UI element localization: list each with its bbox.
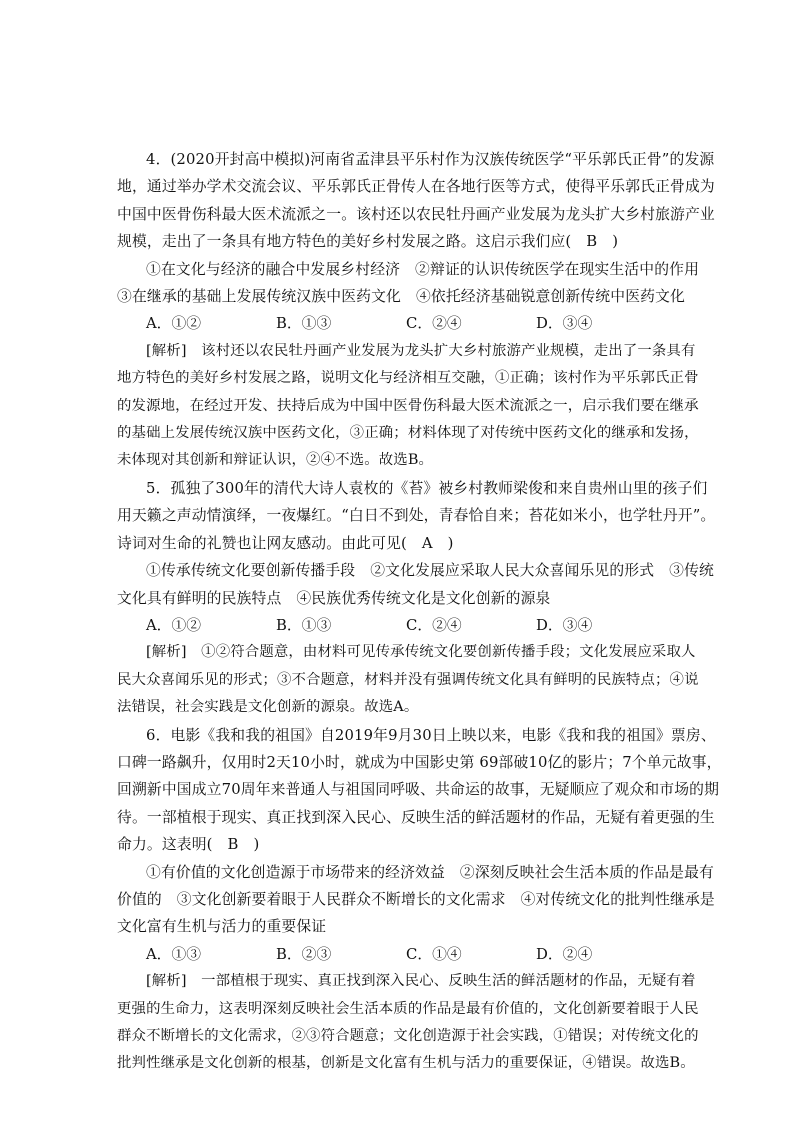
analysis-line: 未体现对其创新和辩证认识，②④不选。故选B。 — [117, 452, 434, 469]
stem-line: 诗词对生命的礼赞也让网友感动。由此可见( A ) — [117, 534, 454, 552]
analysis-line: 民大众喜闻乐见的形式；③不合题意，材料并没有强调传统文化具有鲜明的民族特点；④说 — [117, 671, 699, 688]
analysis — [117, 338, 699, 475]
option-d: D．③④ — [536, 315, 593, 333]
statement-line: ③在继承的基础上发展传统汉族中医药文化 ④依托经济基础锐意创新传统中医药文化 — [117, 288, 685, 306]
statement-line: 文化具有鲜明的民族特点 ④民族优秀传统文化是文化创新的源泉 — [117, 589, 551, 607]
statement-line: ①有价值的文化创造源于市场带来的经济效益 ②深刻反映社会生活本质的作品是最有 — [146, 863, 714, 881]
statement-line: ①在文化与经济的融合中发展乡村经济 ②辩证的认识传统医学在现实生活中的作用 — [146, 260, 700, 278]
option-b: B．①③ — [276, 616, 332, 634]
analysis-line: 的发源地，在经过开发、扶持后成为中国中医骨伤科最大医术流派之一，启示我们要在继承 — [117, 397, 699, 414]
analysis-line: 的基础上发展传统汉族中医药文化，③正确；材料体现了对传统中医药文化的继承和发扬， — [117, 425, 699, 442]
stem-line: 6．电影《我和我的祖国》自2019年9月30日上映以来，电影《我和我的祖国》票房、 — [146, 726, 716, 744]
analysis-line: 批判性继承是文化创新的根基，创新是文化富有生机与活力的重要保证，④错误。故选B。 — [117, 1055, 695, 1072]
option-a: A．①③ — [146, 945, 202, 963]
statement-line: 价值的 ③文化创新要着眼于人民群众不断增长的文化需求 ④对传统文化的批判性继承是 — [117, 890, 715, 908]
analysis-line: 群众不断增长的文化需求，②③符合题意；文化创造源于社会实践，①错误；对传统文化的 — [117, 1028, 699, 1044]
stem-line: 地，通过举办学术交流会议、平乐郭氏正骨传人在各地行医等方式，使得平乐郭氏正骨成为 — [117, 178, 715, 196]
statement-line: ①传承传统文化要创新传播手段 ②文化发展应采取人民大众喜闻乐见的形式 ③传统 — [146, 562, 714, 580]
analysis-line: 法错误，社会实践是文化创新的源泉。故选A。 — [117, 699, 419, 716]
question-5 — [117, 475, 716, 722]
stem-line: 用天籁之声动情演绎，一夜爆红。“白日不到处，青春恰自来；苔花如米小，也学牡丹开”。 — [117, 507, 716, 525]
analysis-line: 更强的生命力，这表明深刻反映社会生活本质的作品是最有价值的，文化创新要着眼于人民 — [117, 1000, 699, 1017]
statement-line: 文化富有生机与活力的重要保证 — [117, 918, 327, 936]
stem-line: 4．(2020开封高中模拟)河南省孟津县平乐村作为汉族传统医学“平乐郭氏正骨”的发源 — [146, 151, 715, 168]
stem-line: 命力。这表明( B ) — [117, 836, 260, 854]
option-b: B．①③ — [276, 315, 332, 333]
option-c: C．②④ — [406, 616, 462, 634]
stem-line: 规模，走出了一条具有地方特色的美好乡村发展之路。这启示我们应( B ) — [117, 233, 619, 251]
option-c: C．②④ — [406, 315, 462, 333]
option-b: B．②③ — [276, 945, 332, 963]
question-4 — [117, 146, 715, 475]
analysis — [117, 639, 699, 721]
stem-line: 回溯新中国成立70周年来普通人与祖国同呼吸、共命运的故事，无疑顺应了观众和市场的期 — [117, 781, 720, 799]
stem-line: 5．孤独了300年的清代大诗人袁枚的《苔》被乡村教师梁俊和来自贵州山里的孩子们 — [146, 479, 708, 497]
analysis-line: [解析] 该村还以农民牡丹画产业发展为龙头扩大乡村旅游产业规模，走出了一条具有 — [146, 342, 696, 359]
analysis-line: [解析] 一部植根于现实、真正找到深入民心、反映生活的鲜活题材的作品，无疑有着 — [146, 973, 696, 990]
analysis — [117, 968, 699, 1078]
option-a: A．①② — [146, 616, 202, 634]
option-d: D．②④ — [536, 945, 593, 963]
stem-line: 待。一部植根于现实、真正找到深入民心、反映生活的鲜活题材的作品，无疑有着更强的生 — [117, 808, 715, 826]
document-page — [117, 146, 722, 1078]
answer-options — [117, 612, 677, 639]
stem-line: 中国中医骨伤科最大医术流派之一。该村还以农民牡丹画产业发展为龙头扩大乡村旅游产业 — [117, 205, 715, 223]
answer-options — [117, 941, 677, 968]
answer-options — [117, 310, 677, 337]
stem-line: 口碑一路飙升，仅用时2天10小时，就成为中国影史第 69部破10亿的影片；7个单元故事， — [117, 753, 722, 771]
analysis-line: [解析] ①②符合题意，由材料可见传承传统文化要创新传播手段；文化发展应采取人 — [146, 644, 696, 661]
option-c: C．①④ — [406, 945, 462, 963]
question-6 — [117, 722, 722, 1078]
option-a: A．①② — [146, 315, 202, 333]
analysis-line: 地方特色的美好乡村发展之路，说明文化与经济相互交融，①正确；该村作为平乐郭氏正骨 — [117, 370, 699, 387]
option-d: D．③④ — [536, 616, 593, 634]
